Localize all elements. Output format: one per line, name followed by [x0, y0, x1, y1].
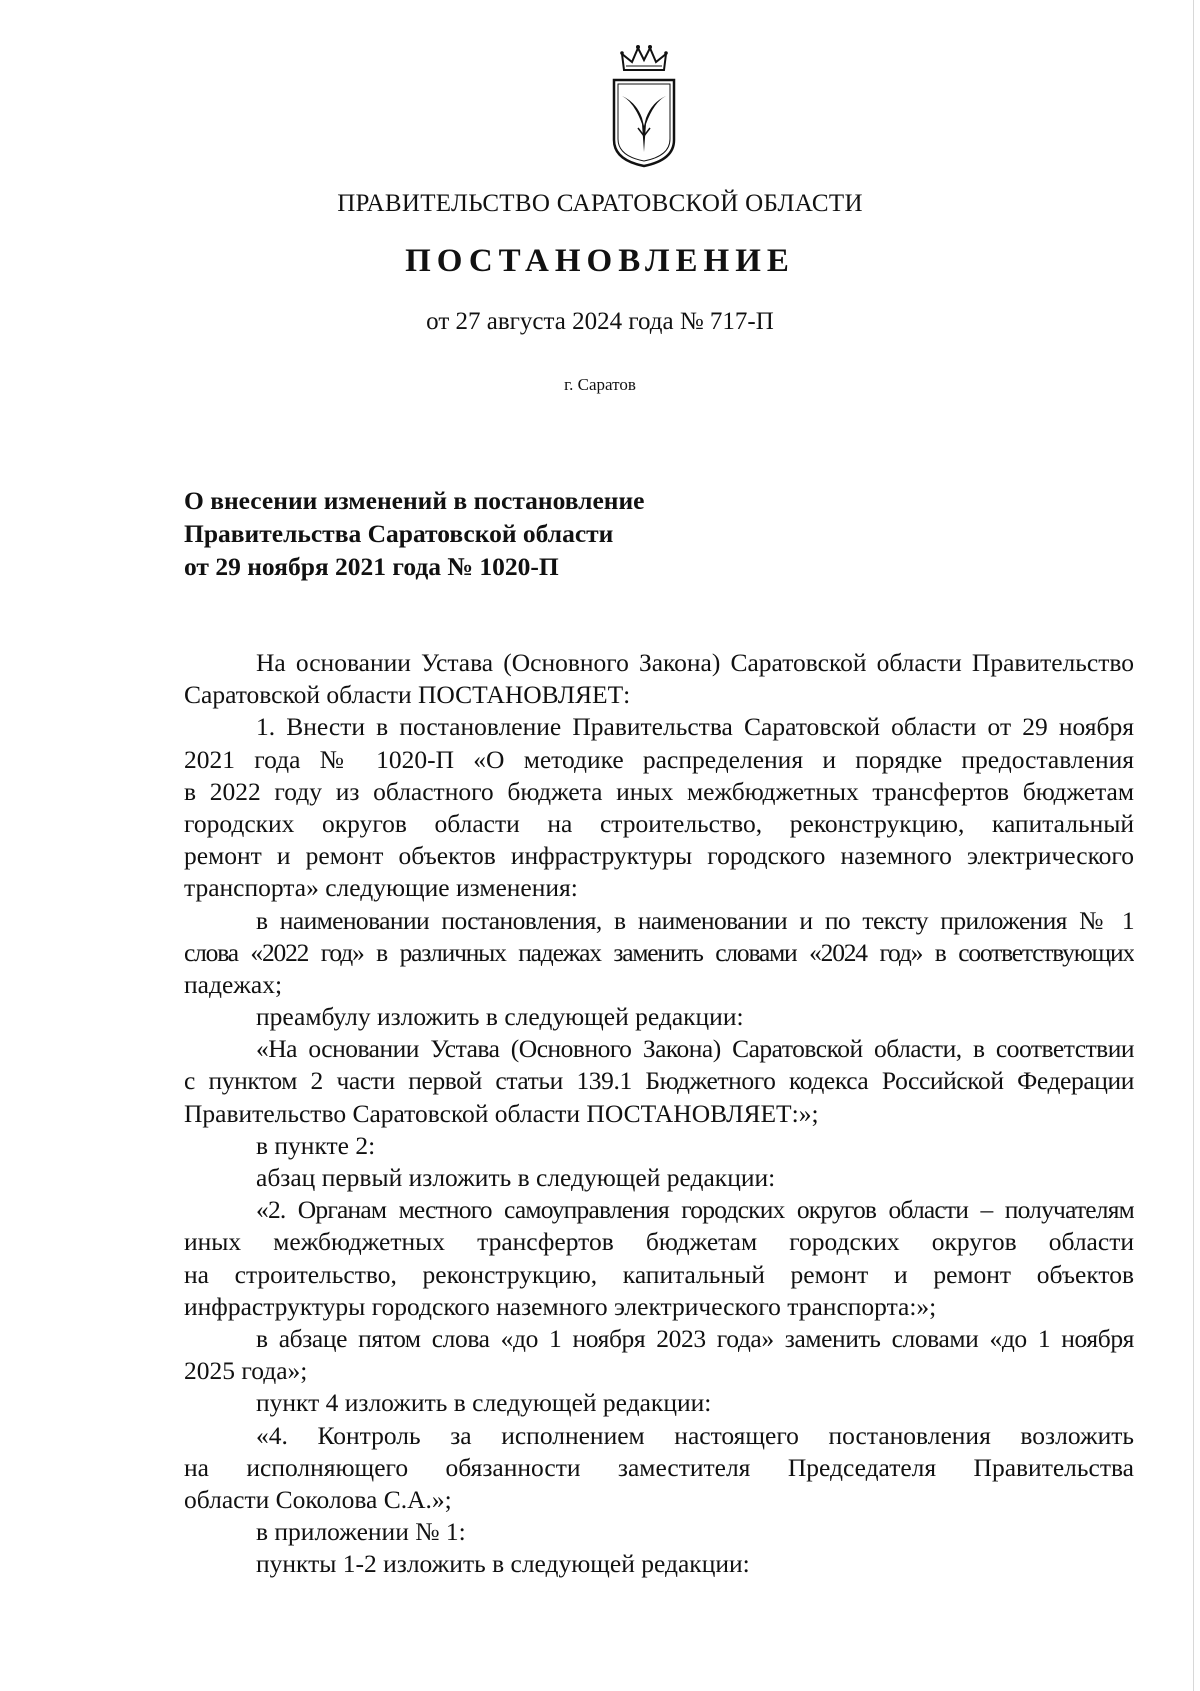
body-line: на исполняющего обязанности заместителя Председателя Правительства — [184, 1452, 1134, 1482]
document-date-number: от 27 августа 2024 года № 717-П — [426, 308, 774, 335]
body-line: слова «2022 год» в различных падежах заменить словами «2024 год» в соответствующих — [184, 937, 1134, 967]
document-title — [184, 484, 884, 583]
body-line: в наименовании постановления, в наименовании и по тексту приложения № 1 — [256, 905, 1134, 935]
saratov-coat-of-arms-icon — [608, 40, 680, 170]
body-line: городских округов области на строительство, реконструкцию, капитальный — [184, 808, 1134, 838]
body-line: в пункте 2: — [256, 1130, 376, 1160]
body-line: Правительство Саратовской области ПОСТАНОВЛЯЕТ:»; — [184, 1098, 819, 1128]
title-line: О внесении изменений в постановление — [184, 486, 645, 515]
body-line: На основании Устава (Основного Закона) Саратовской области Правительство — [256, 648, 1134, 677]
body-line: ремонт и ремонт объектов инфраструктуры городского наземного электрического — [184, 841, 1134, 871]
body-line: инфраструктуры городского наземного электрического транспорта:»; — [184, 1291, 937, 1321]
body-line: с пунктом 2 части первой статьи 139.1 Бюджетного кодекса Российской Федерации — [184, 1066, 1134, 1096]
body-line: преамбулу изложить в следующей редакции: — [256, 1002, 744, 1032]
body-line: в абзаце пятом слова «до 1 ноября 2023 года» заменить словами «до 1 ноября — [256, 1323, 1134, 1353]
coat-of-arms-emblem — [608, 40, 680, 170]
body-line: падежах; — [184, 969, 283, 999]
government-name: ПРАВИТЕЛЬСТВО САРАТОВСКОЙ ОБЛАСТИ — [337, 190, 863, 217]
body-line: «4. Контроль за исполнением настоящего постановления возложить — [256, 1420, 1134, 1450]
body-line: в приложении № 1: — [256, 1517, 466, 1547]
body-line: абзац первый изложить в следующей редакции: — [256, 1163, 776, 1192]
title-line: от 29 ноября 2021 года № 1020-П — [184, 552, 559, 581]
document-city: г. Саратов — [564, 375, 636, 394]
body-line: иных межбюджетных трансфертов бюджетам городских округов области — [184, 1227, 1134, 1257]
body-line: области Соколова С.А.»; — [184, 1484, 452, 1514]
body-line: 2025 года»; — [184, 1356, 308, 1386]
body-line: «2. Органам местного самоуправления городских округов области – получателям — [256, 1195, 1134, 1225]
title-line: Правительства Саратовской области — [184, 519, 614, 548]
body-line: в 2022 году из областного бюджета иных межбюджетных трансфертов бюджетам — [184, 776, 1134, 806]
body-line: пункт 4 изложить в следующей редакции: — [256, 1388, 712, 1418]
scan-edge-line — [1193, 0, 1194, 1691]
document-body — [184, 647, 1134, 1580]
body-line: Саратовской области ПОСТАНОВЛЯЕТ: — [184, 680, 631, 710]
document-type: ПОСТАНОВЛЕНИЕ — [405, 243, 795, 279]
body-line: 2021 года № 1020-П «О методике распределения и порядке предоставления — [184, 744, 1134, 774]
body-line: транспорта» следующие изменения: — [184, 873, 578, 903]
body-line: на строительство, реконструкцию, капитальный ремонт и ремонт объектов — [184, 1259, 1134, 1289]
body-line: «На основании Устава (Основного Закона) Саратовской области, в соответствии — [256, 1034, 1134, 1064]
body-line: 1. Внести в постановление Правительства Саратовской области от 29 ноября — [256, 712, 1134, 742]
body-line: пункты 1-2 изложить в следующей редакции: — [256, 1549, 750, 1579]
